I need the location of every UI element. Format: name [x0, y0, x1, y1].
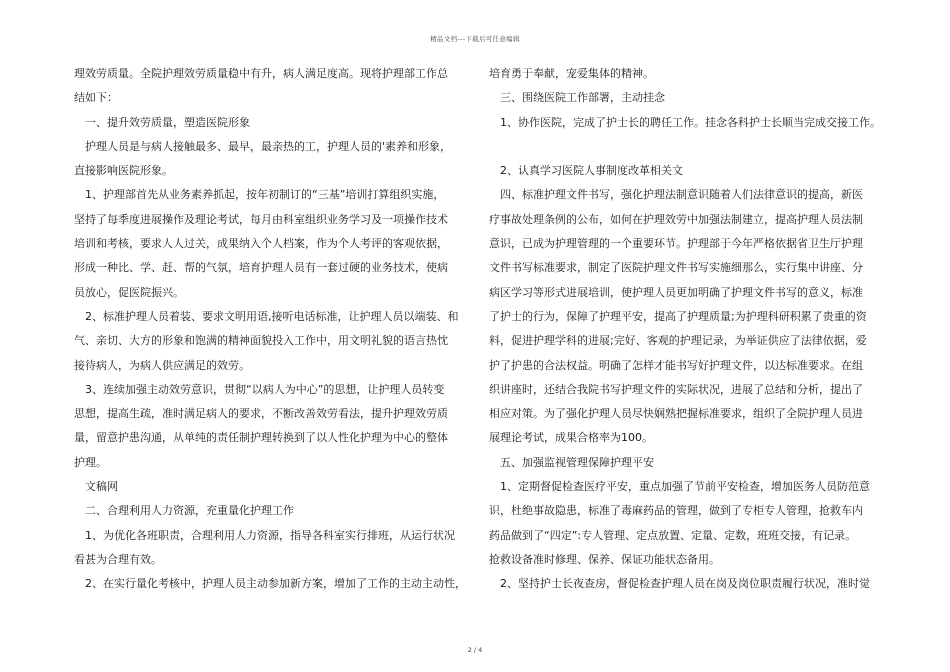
- text-line: 一、提升效劳质量，塑造医院形象: [85, 115, 250, 129]
- text-line: 员放心，促医院振兴。: [74, 285, 184, 299]
- text-line: 三、围绕医院工作部署，主动挂念: [500, 91, 665, 105]
- text-line: 3、连续加强主动效劳意识，贯彻“以病人为中心”的思想，让护理人员转变: [85, 382, 445, 396]
- text-line: 识，杜绝事故隐患，标准了毒麻药品的管理，做到了专柜专人管理，抢救车内: [489, 504, 863, 518]
- text-line: 气、亲切、大方的形象和饱满的精神面貌投入工作中，用文明礼貌的语言热忱: [74, 334, 448, 348]
- text-line: 料，促进护理学科的进展;完好、客观的护理记录，为举证供应了法律依据，爱: [489, 334, 867, 348]
- text-line: 1、护理部首先从业务素养抓起，按年初制订的“三基”培训打算组织实施，: [85, 188, 445, 202]
- text-line: 接待病人，为病人供应满足的效劳。: [74, 358, 250, 372]
- left-column: [74, 62, 474, 597]
- text-line: 思想，提高生疏，准时满足病人的要求，不断改善效劳看法，提升护理效劳质: [74, 407, 448, 421]
- text-line: 直接影响医院形象。: [74, 164, 173, 178]
- text-line: 量，留意护患沟通，从单纯的责任制护理转换到了以人性化护理为中心的整体: [74, 431, 448, 445]
- text-line: 文稿网: [85, 480, 118, 494]
- text-line: 形成一种比、学、赶、帮的气氛，培育护理人员有一套过硬的业务技术，使病: [74, 261, 448, 275]
- page-header: 精品文档---下载后可任意编辑: [430, 35, 520, 43]
- text-line: 理效劳质量。全院护理效劳质量稳中有升，病人满足度高。现将护理部工作总: [74, 67, 448, 80]
- text-line: 意识，已成为护理管理的一个重要环节。护理部于今年严格依据省卫生厅护理: [489, 237, 863, 251]
- text-line: 2、标准护理人员着装、要求文明用语,接听电话标准，让护理人员以端装、和: [85, 309, 459, 323]
- text-line: 了护士的行为，保障了护理平安，提高了护理质量;为护理科研积累了贵重的资: [489, 309, 867, 323]
- text-line: 二、合理利用人力资源，充重量化护理工作: [85, 504, 294, 518]
- text-line: 药品做到了“四定”:专人管理、定点放置、定量、定数，班班交接，有记录。: [489, 528, 857, 542]
- text-line: 五、加强监视管理保障护理平安: [500, 455, 654, 469]
- text-line: 织讲座时，还结合我院书写护理文件的实际状况，进展了总结和分析，提出了: [489, 382, 863, 396]
- text-line: 坚持了每季度进展操作及理论考试，每月由科室组织业务学习及一项操作技术: [74, 212, 448, 226]
- page-number: 2 / 4: [467, 646, 483, 654]
- text-line: 护理人员是与病人接触最多、最早，最亲热的工，护理人员的'素养和形象，: [85, 139, 452, 153]
- text-line: 病区学习等形式进展培训，使护理人员更加明确了护理文件书写的意义，标准: [489, 285, 863, 299]
- text-line: 1、为优化各班职责，合理利用人力资源，指导各科室实行排班，从运行状况: [85, 528, 455, 542]
- text-line: 1、协作医院，完成了护士长的聘任工作。挂念各科护士长顺当完成交接工作。: [500, 115, 881, 129]
- text-line: 护了护患的合法权益。明确了怎样才能书写好护理文件，以达标准要求。在组: [489, 358, 863, 372]
- text-line: 文件书写标准要求，制定了医院护理文件书写实施细那么，实行集中讲座、分: [489, 261, 863, 275]
- text-line: 2、在实行量化考核中，护理人员主动参加新方案，增加了工作的主动主动性，: [85, 577, 466, 591]
- text-line: 1、定期督促检查医疗平安，重点加强了节前平安检查，增加医务人员防范意: [500, 480, 870, 494]
- text-line: 护理。: [74, 455, 107, 469]
- text-line: 四、标准护理文件书写，强化护理法制意识随着人们法律意识的提高，新医: [500, 188, 863, 202]
- text-line: 展理论考试，成果合格率为100。: [489, 431, 653, 445]
- text-line: 结如下：: [74, 91, 118, 105]
- text-line: 抢救设备准时修理、保养、保证功能状态备用。: [489, 552, 720, 566]
- text-line: 培训和考核，要求人人过关，成果纳入个人档案，作为个人考评的客观依据，: [74, 237, 448, 251]
- text-line: 培育勇于奉献，宠爱集体的精神。: [489, 67, 654, 80]
- text-line: [489, 135, 889, 159]
- text-line: 相应对策。为了强化护理人员尽快娴熟把握标准要求，组织了全院护理人员进: [489, 407, 863, 421]
- text-line: 2、坚持护士长夜查房，督促检查护理人员在岗及岗位职责履行状况，准时觉: [500, 577, 870, 591]
- text-line: 看甚为合理有效。: [74, 552, 162, 566]
- right-column: [489, 62, 889, 597]
- text-line: 2、认真学习医院人事制度改革相关文: [500, 164, 683, 178]
- text-line: 疗事故处理条例的公布，如何在护理效劳中加强法制建立，提高护理人员法制: [489, 212, 863, 226]
